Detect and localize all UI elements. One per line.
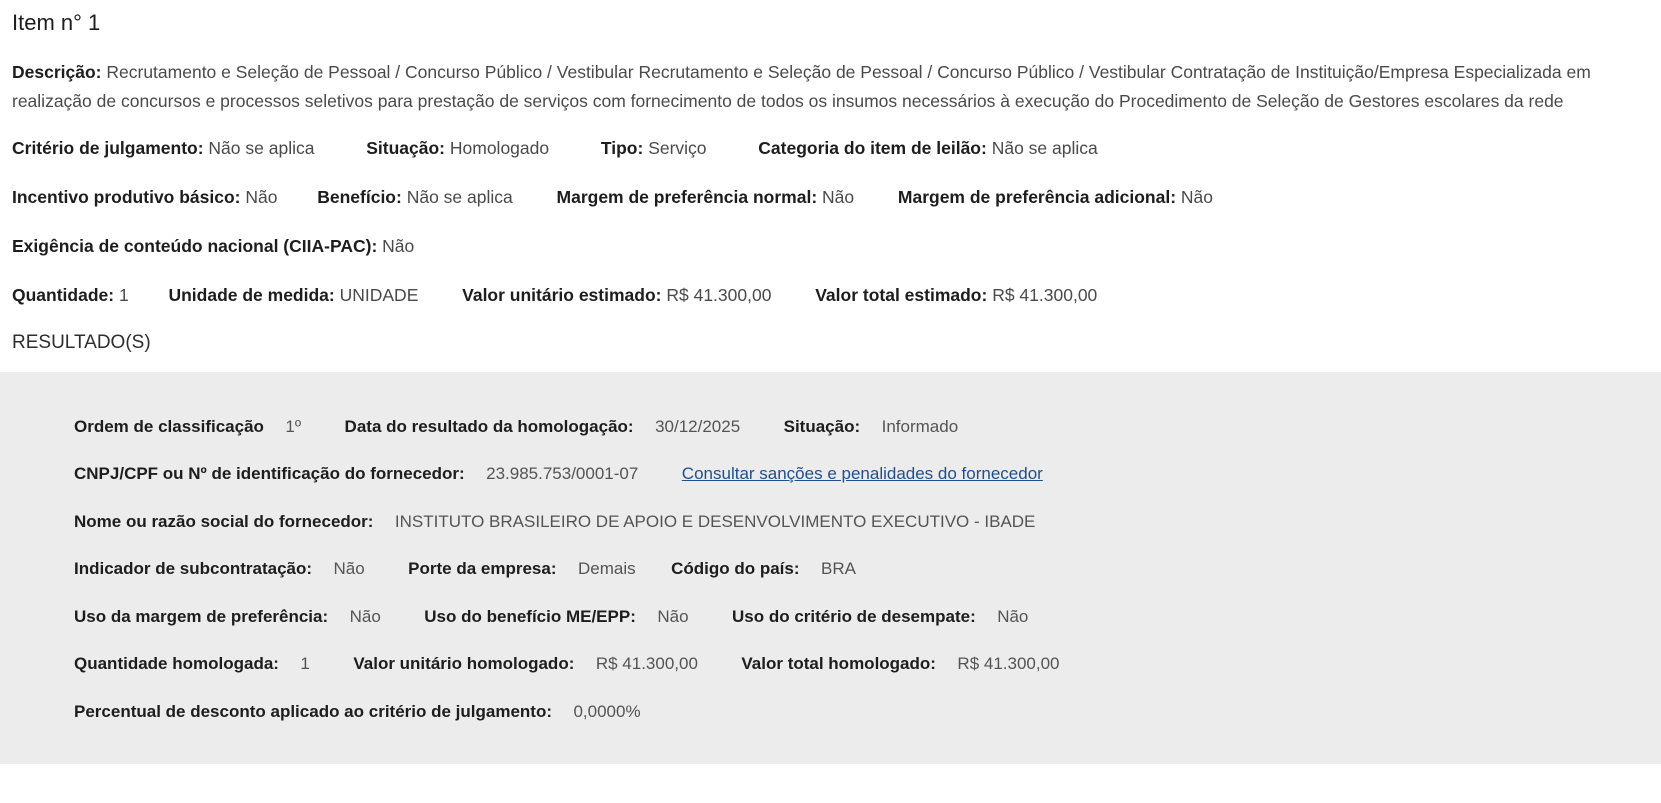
valor-unitario-homologado-label: Valor unitário homologado: (353, 654, 575, 674)
incentivo-produtivo-field (12, 184, 277, 211)
conteudo-nacional-field (12, 233, 414, 260)
percentual-desconto-label: Percentual de desconto aplicado ao critério de julgamento: (74, 701, 552, 721)
cnpj-value: 23.985.753/0001-07 (486, 464, 639, 484)
data-homologacao-label: Data do resultado da homologação: (344, 416, 634, 436)
situacao-field (366, 135, 549, 162)
results-panel (0, 372, 1661, 765)
codigo-pais-label: Código do país: (671, 559, 800, 579)
unidade-medida-field (168, 282, 418, 309)
unidade-medida-value: UNIDADE (339, 285, 419, 306)
quantidade-label: Quantidade: (12, 285, 115, 306)
criterio-julgamento-label: Critério de julgamento: (12, 138, 204, 159)
uso-margem-label: Uso da margem de preferência: (74, 606, 329, 626)
item-row-1 (12, 135, 1647, 162)
uso-desempate-value: Não (997, 606, 1029, 626)
valor-total-estimado-field (815, 282, 1097, 309)
item-row-4 (12, 282, 1647, 309)
ordem-classificacao-label: Ordem de classificação (74, 416, 264, 436)
result-row-classificacao (74, 414, 1631, 440)
item-summary-block (0, 58, 1661, 309)
situacao-value: Homologado (449, 138, 550, 159)
unidade-medida-label: Unidade de medida: (168, 285, 335, 306)
uso-margem-value: Não (349, 606, 381, 626)
margem-normal-field (557, 184, 855, 211)
quantidade-homologada-label: Quantidade homologada: (74, 654, 279, 674)
valor-unitario-estimado-label: Valor unitário estimado: (462, 285, 662, 306)
valor-total-homologado-value: R$ 41.300,00 (957, 654, 1060, 674)
result-row-desconto (74, 699, 1631, 725)
result-row-fornecedor (74, 509, 1631, 535)
categoria-leilao-field (758, 135, 1097, 162)
valor-total-estimado-label: Valor total estimado: (815, 285, 988, 306)
valor-unitario-estimado-field (462, 282, 771, 309)
conteudo-nacional-label: Exigência de conteúdo nacional (CIIA-PAC): (12, 236, 378, 257)
uso-beneficio-value: Não (657, 606, 689, 626)
result-situacao-label: Situação: (783, 416, 861, 436)
subcontratacao-value: Não (333, 559, 365, 579)
item-row-3 (12, 233, 1647, 260)
quantidade-field (12, 282, 129, 309)
valor-total-estimado-value: R$ 41.300,00 (992, 285, 1098, 306)
data-homologacao-value: 30/12/2025 (655, 416, 741, 436)
criterio-julgamento-value: Não se aplica (208, 138, 315, 159)
result-row-cnpj (74, 461, 1631, 487)
situacao-label: Situação: (366, 138, 445, 159)
margem-adicional-label: Margem de preferência adicional: (897, 187, 1177, 208)
valor-total-homologado-label: Valor total homologado: (741, 654, 936, 674)
uso-beneficio-label: Uso do benefício ME/EPP: (424, 606, 636, 626)
description-value: Recrutamento e Seleção de Pessoal / Concurso Público / Vestibular Recrutamento e Seleção de Pessoal / Concurso Público / Vestibular Contratação de Instituição/Empresa Especializada em realização de concursos e processos seletivos para prestação de serviços com fornecimento de todos os insumos necessários à execução do Procedimento de Seleção de Gestores escolares da rede (12, 62, 1591, 111)
criterio-julgamento-field (12, 135, 314, 162)
ordem-classificacao-value: 1º (285, 416, 302, 436)
conteudo-nacional-value: Não (382, 236, 415, 257)
porte-empresa-label: Porte da empresa: (408, 559, 557, 579)
results-inner (0, 414, 1661, 725)
page-title: Item n° 1 (12, 10, 101, 35)
categoria-leilao-value: Não se aplica (991, 138, 1098, 159)
subcontratacao-label: Indicador de subcontratação: (74, 559, 313, 579)
incentivo-produtivo-value: Não (245, 187, 278, 208)
consultar-sancoes-link[interactable]: Consultar sanções e penalidades do fornecedor (681, 464, 1043, 484)
result-row-subcontratacao (74, 556, 1631, 582)
beneficio-field (317, 184, 513, 211)
margem-normal-label: Margem de preferência normal: (556, 187, 818, 208)
margem-adicional-field (898, 184, 1213, 211)
porte-empresa-value: Demais (577, 559, 636, 579)
margem-adicional-value: Não (1180, 187, 1214, 208)
percentual-desconto-value: 0,0000% (573, 701, 641, 721)
margem-normal-value: Não (822, 187, 855, 208)
results-section-title: RESULTADO(S) (12, 331, 151, 353)
uso-desempate-label: Uso do critério de desempate: (732, 606, 976, 626)
cnpj-label: CNPJ/CPF ou Nº de identificação do fornecedor: (74, 464, 465, 484)
categoria-leilao-label: Categoria do item de leilão: (758, 138, 987, 159)
tipo-value: Serviço (648, 138, 707, 159)
result-row-usos (74, 604, 1631, 630)
description-paragraph (12, 58, 1622, 115)
description-label: Descrição: (12, 62, 102, 83)
item-row-2 (12, 184, 1647, 211)
nome-fornecedor-value: INSTITUTO BRASILEIRO DE APOIO E DESENVOLVIMENTO EXECUTIVO - IBADE (394, 511, 1036, 531)
tipo-label: Tipo: (600, 138, 644, 159)
tipo-field (601, 135, 707, 162)
valor-unitario-estimado-value: R$ 41.300,00 (666, 285, 772, 306)
nome-fornecedor-label: Nome ou razão social do fornecedor: (74, 511, 374, 531)
codigo-pais-value: BRA (820, 559, 856, 579)
result-situacao-value: Informado (881, 416, 959, 436)
beneficio-label: Benefício: (317, 187, 402, 208)
result-row-valores (74, 651, 1631, 677)
incentivo-produtivo-label: Incentivo produtivo básico: (12, 187, 241, 208)
quantidade-value: 1 (118, 285, 129, 306)
valor-unitario-homologado-value: R$ 41.300,00 (595, 654, 698, 674)
beneficio-value: Não se aplica (406, 187, 513, 208)
quantidade-homologada-value: 1 (300, 654, 310, 674)
